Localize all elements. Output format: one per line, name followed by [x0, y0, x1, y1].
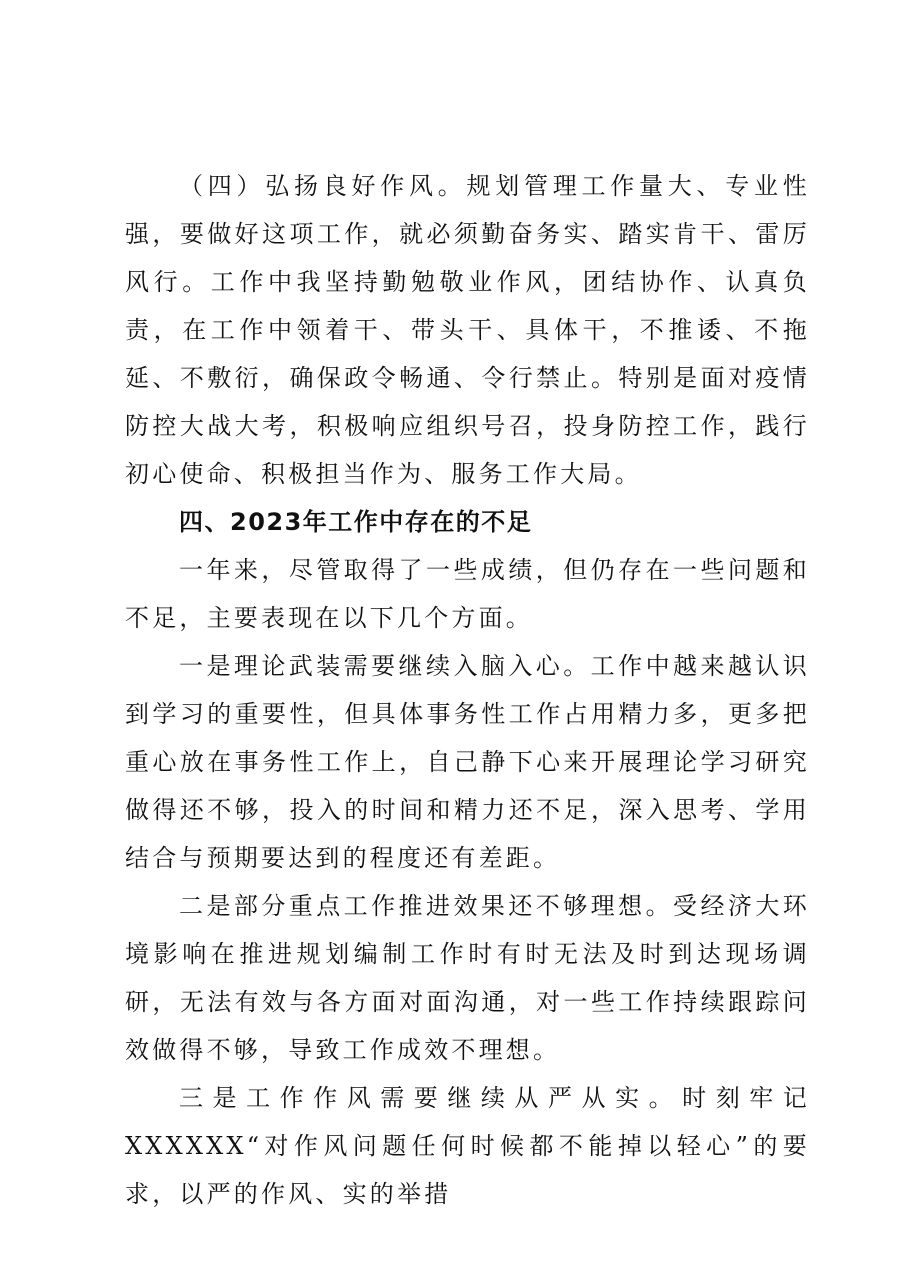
section-heading-shortcomings: 四、2023年工作中存在的不足	[179, 508, 533, 536]
paragraph-intro-shortcomings: 一年来，尽管取得了一些成绩，但仍存在一些问题和不足，主要表现在以下几个方面。	[125, 556, 810, 632]
paragraph-key-work-progress: 二是部分重点工作推进效果还不够理想。受经济大环境影响在推进规划编制工作时有时无法及时到达现场调研，无法有效与各方面对面沟通，对一些工作持续跟踪问效做得不够，导致工作成效不理想。	[125, 892, 810, 1064]
document-body	[125, 162, 810, 1218]
paragraph-theory-study: 一是理论武装需要继续入脑入心。工作中越来越认识到学习的重要性，但具体事务性工作占用精力多，更多把重心放在事务性工作上，自己静下心来开展理论学习研究做得还不够，投入的时间和精力还不足，深入思考、学用结合与预期要达到的程度还有差距。	[125, 652, 810, 872]
paragraph-work-style: （四）弘扬良好作风。规划管理工作量大、专业性强，要做好这项工作，就必须勤奋务实、踏实肯干、雷厉风行。工作中我坚持勤勉敬业作风，团结协作、认真负责，在工作中领着干、带头干、具体干，不推诿、不拖延、不敷衍，确保政令畅通、令行禁止。特别是面对疫情防控大战大考，积极响应组织号召，投身防控工作，践行初心使命、积极担当作为、服务工作大局。	[125, 172, 810, 488]
paragraph-work-style-strict: 三是工作作风需要继续从严从实。时刻牢记XXXXXX“对作风问题任何时候都不能掉以轻心”的要求，以严的作风、实的举措	[125, 1084, 810, 1208]
